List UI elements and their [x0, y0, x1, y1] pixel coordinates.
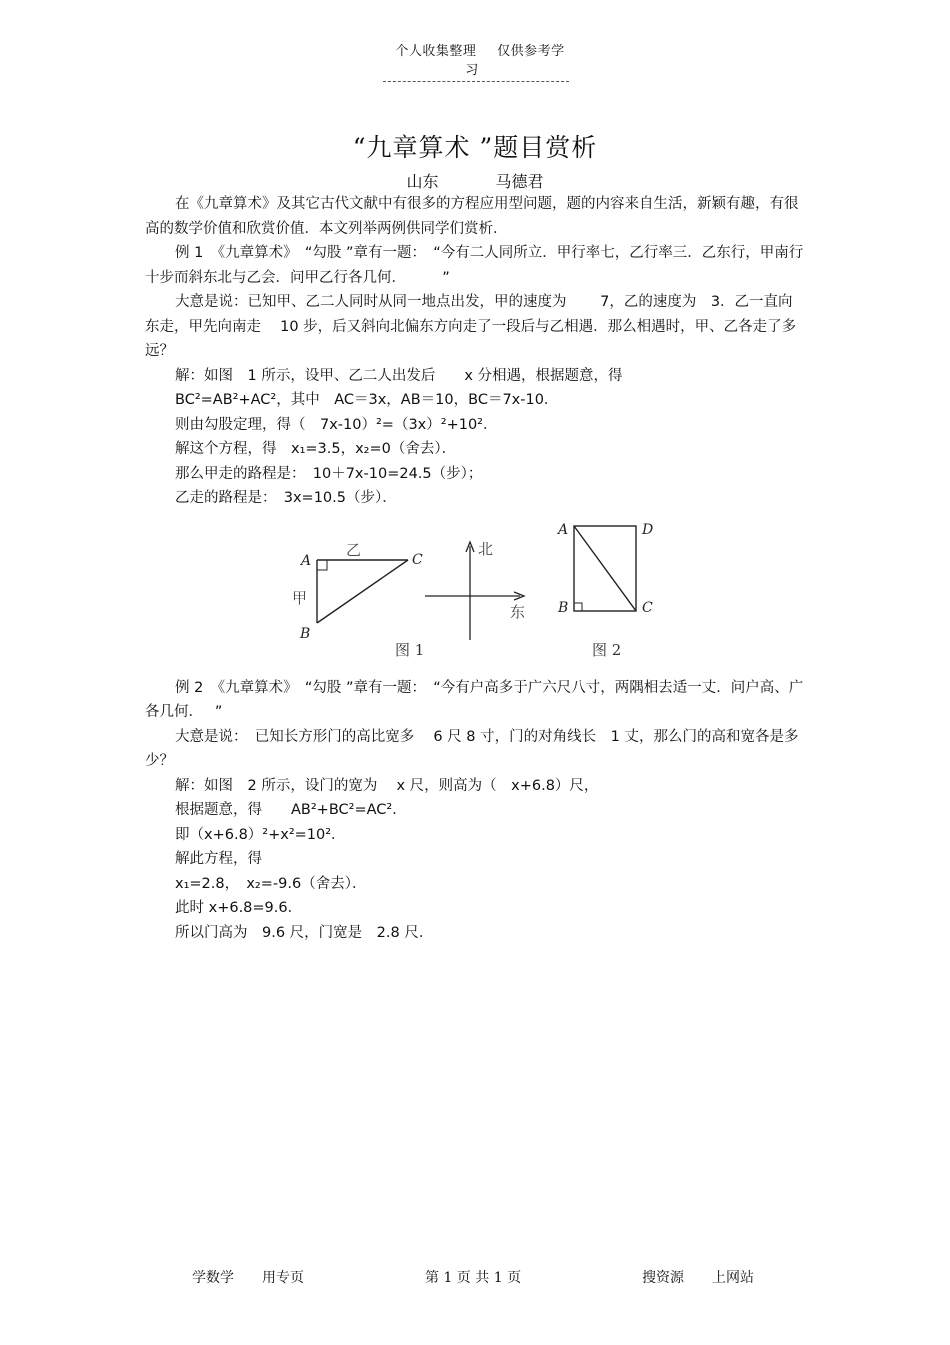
- footer-left: 学数学 用专页: [192, 1270, 304, 1286]
- solution-1-line-3: 则由勾股定理，得（ 7x-10）²=（3x）²+10²．: [175, 416, 498, 433]
- header-left: 个人收集整理: [395, 44, 477, 59]
- fig2-label-d: D: [642, 522, 654, 538]
- page-header: [383, 40, 569, 82]
- fig2-right-angle: [574, 603, 582, 611]
- fig2-label-b: B: [558, 600, 569, 616]
- header-right: 仅供参考学习: [465, 44, 565, 78]
- solution-2-line-6: 此时 x+6.8=9.6．: [175, 900, 303, 916]
- article-title: “九章算术 ”题目赏析: [352, 133, 598, 162]
- figures: [290, 518, 670, 663]
- solution-2-line-7: 所以门高为 9.6 尺，门宽是 2.8 尺．: [175, 924, 434, 941]
- solution-1-line-5: 那么甲走的路程是： 10＋7x-10=24.5（步）；: [175, 465, 483, 482]
- solution-2-line-5: x₁=2.8， x₂=-9.6（舍去）．: [175, 875, 367, 892]
- figure-1: [317, 560, 408, 623]
- fig2-label-a: A: [558, 522, 569, 538]
- solution-1-line-1: 解：如图 1 所示，设甲、乙二人出发后 x 分相遇，根据题意，得: [175, 367, 623, 384]
- fig1-label-a: A: [301, 553, 312, 569]
- fig2-diagonal: [574, 526, 636, 611]
- compass-east-label: 东: [510, 603, 526, 621]
- fig2-caption: 图 2: [592, 641, 622, 659]
- example-2-paragraph: 例 2 《九章算术》 “勾股 ”章有一题： “今有户高多于广六尺八寸，两隅相去适一丈．问户高、广各几何． ”: [145, 679, 804, 720]
- author-line: [0, 169, 950, 192]
- fig1-right-angle: [317, 560, 327, 570]
- fig1-side-bc: [317, 560, 408, 623]
- author-name: 马德君: [495, 172, 544, 191]
- compass-north-label: 北: [478, 540, 494, 558]
- solution-2-line-2: 根据题意，得 AB²+BC²=AC²．: [175, 802, 407, 818]
- fig1-label-jia: 甲: [292, 589, 308, 607]
- fig1-label-b: B: [300, 626, 311, 642]
- figure-2: [574, 526, 636, 611]
- fig1-label-c: C: [412, 552, 423, 568]
- example-1-paragraph: 例 1 《九章算术》 “勾股 ”章有一题： “今有二人同所立．甲行率七，乙行率三．乙东行，甲南行十步而斜东北与乙会．问甲乙行各几何． ”: [145, 245, 804, 286]
- fig1-label-yi: 乙: [346, 541, 362, 559]
- solution-2-line-1: 解：如图 2 所示，设门的宽为 x 尺，则高为（ x+6.8）尺，: [175, 777, 599, 794]
- footer-page-number: 第 1 页 共 1 页: [425, 1270, 522, 1286]
- page-footer: [0, 1267, 950, 1287]
- intro-paragraph: 在《九章算术》及其它古代文献中有很多的方程应用型问题，题的内容来自生活，新颖有趣，有很高的数学价值和欣赏价值．本文列举两例供同学们赏析．: [145, 196, 799, 237]
- fig1-caption: 图 1: [395, 641, 425, 659]
- figures-svg: [290, 518, 670, 663]
- example-1-meaning: 大意是说：已知甲、乙二人同时从同一地点出发，甲的速度为 7，乙的速度为 3．乙一直向东走，甲先向南走 10 步，后又斜向北偏东方向走了一段后与乙相遇．那么相遇时，甲、乙各走了多远？: [145, 294, 797, 359]
- footer-right: 搜资源 上网站: [642, 1270, 754, 1286]
- solution-1-line-6: 乙走的路程是： 3x=10.5（步）．: [175, 490, 397, 506]
- solution-2-line-3: 即（x+6.8）²+x²=10²．: [175, 826, 346, 843]
- solution-1-line-4: 解这个方程，得 x₁=3.5，x₂=0（舍去）．: [175, 441, 457, 457]
- author-place: 山东: [406, 172, 439, 191]
- compass: [425, 542, 524, 640]
- example-2-meaning: 大意是说： 已知长方形门的高比宽多 6 尺 8 寸，门的对角线长 1 丈，那么门的高和宽各是多少？: [145, 728, 799, 769]
- fig2-label-c: C: [642, 600, 653, 616]
- solution-2-line-4: 解此方程，得: [175, 851, 262, 867]
- solution-1-line-2: BC²=AB²+AC²，其中 AC＝3x，AB＝10，BC＝7x-10．: [175, 392, 559, 408]
